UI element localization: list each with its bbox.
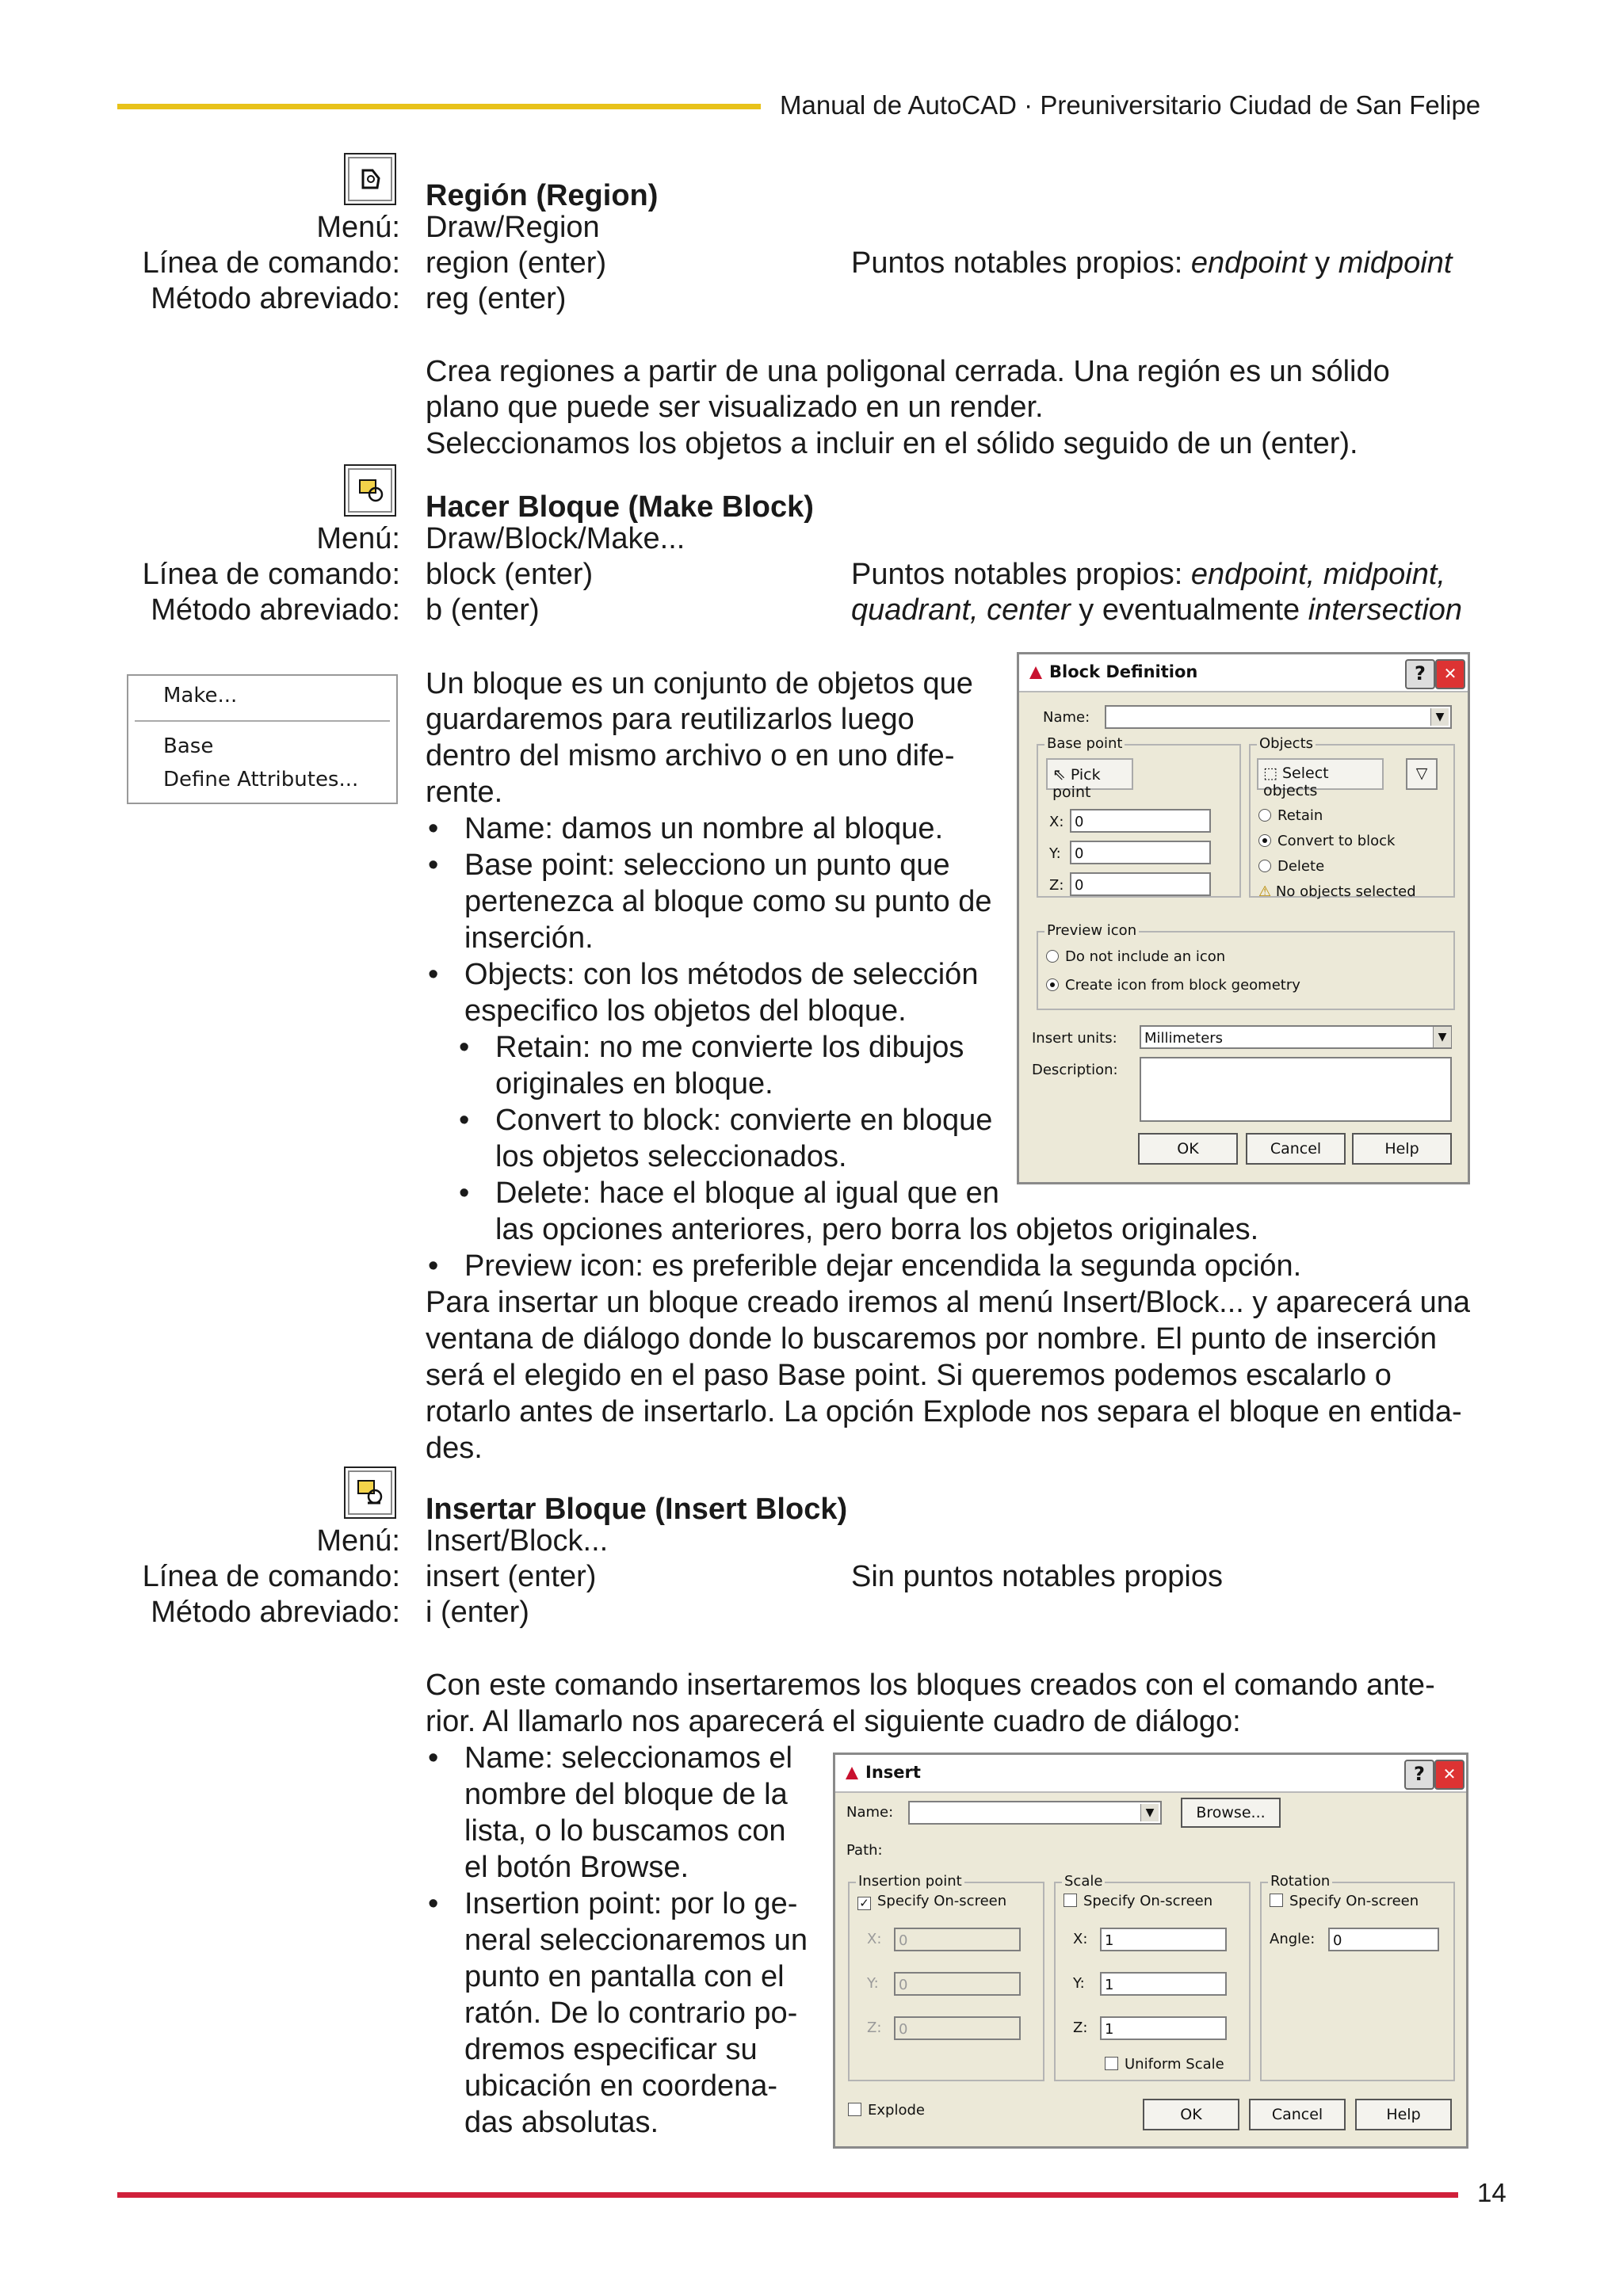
autocad-icon (843, 1764, 861, 1782)
chevron-down-icon[interactable]: ▼ (1430, 708, 1449, 726)
cursor-icon: ⇖ (1052, 765, 1066, 784)
cancel-button[interactable]: Cancel (1249, 2099, 1346, 2130)
bullet-delete: • Delete: hace el bloque al igual que en (495, 1175, 999, 1211)
scale-z-input[interactable]: 1 (1100, 2016, 1227, 2040)
close-button[interactable]: ✕ (1435, 659, 1465, 689)
header-rule (117, 104, 761, 109)
block-outro: Para insertar un bloque creado iremos al menú Insert/Block... y aparecerá una (426, 1286, 1471, 1319)
angle-label: Angle: (1270, 1931, 1316, 1947)
insert-desc: rior. Al llamarlo nos aparecerá el siguiente cuadro de diálogo: (426, 1705, 1241, 1738)
help-button[interactable]: Help (1352, 1133, 1452, 1165)
bullet-base-point: pertenezca al bloque como su punto de (464, 885, 992, 918)
scale-y-label: Y: (1073, 1975, 1085, 1992)
base-point-label: Base point (1044, 735, 1125, 752)
no-objects-status: ⚠ No objects selected (1258, 883, 1416, 900)
footer-rule (117, 2192, 1458, 2198)
insert-command-label: Línea de comando: (142, 1560, 400, 1593)
block-outro: rotarlo antes de insertarlo. La opción Explode nos separa el bloque en entida- (426, 1395, 1462, 1428)
region-desc: Seleccionamos los objetos a incluir en el sólido seguido de un (enter). (426, 427, 1358, 460)
rotation-label: Rotation (1268, 1873, 1332, 1890)
insert-menu: Insert/Block... (426, 1524, 609, 1558)
block-intro: dentro del mismo archivo o en uno dife- (426, 739, 955, 772)
convert-to-block-radio[interactable]: Convert to block (1258, 833, 1395, 849)
base-z-input[interactable]: 0 (1070, 872, 1211, 896)
block-outro: des. (426, 1432, 483, 1465)
block-command: block (enter) (426, 558, 594, 591)
y-label: Y: (1049, 845, 1061, 862)
block-intro: Un bloque es un conjunto de objetos que (426, 667, 973, 700)
region-menu-label: Menú: (316, 211, 400, 244)
block-title: Hacer Bloque (Make Block) (426, 490, 814, 524)
browse-button[interactable]: Browse... (1181, 1798, 1281, 1828)
block-menu-popup (127, 674, 398, 804)
scale-label: Scale (1062, 1873, 1105, 1890)
menu-separator (135, 720, 390, 722)
scale-specify-checkbox[interactable]: Specify On-screen (1064, 1893, 1212, 1909)
menu-item-make[interactable]: Make... (163, 684, 238, 707)
insert-snaps: Sin puntos notables propios (851, 1560, 1223, 1593)
bullet-base-point: inserción. (464, 921, 594, 955)
dialog-titlebar (1019, 654, 1468, 692)
region-shortcut: reg (enter) (426, 282, 567, 315)
region-snaps: Puntos notables propios: endpoint y midpoint (851, 246, 1453, 280)
bullet-insert-name: lista, o lo buscamos con (464, 1814, 786, 1848)
angle-input[interactable]: 0 (1328, 1928, 1439, 1951)
name-combobox[interactable] (1105, 705, 1452, 729)
ip-z-input[interactable]: 0 (894, 2016, 1021, 2040)
help-title-button[interactable]: ? (1404, 1760, 1434, 1790)
block-outro: ventana de diálogo donde lo buscaremos por nombre. El punto de inserción (426, 1322, 1437, 1356)
preview-icon-label: Preview icon (1044, 922, 1139, 939)
ip-x-label: X: (867, 1931, 882, 1947)
close-button[interactable]: ✕ (1434, 1760, 1465, 1790)
bullet-insertion-point: ratón. De lo contrario po- (464, 1997, 798, 2030)
block-intro: guardaremos para reutilizarlos luego (426, 703, 915, 736)
dialog-titlebar (835, 1755, 1466, 1793)
name-label: Name: (846, 1804, 894, 1821)
bullet-insert-name: el botón Browse. (464, 1851, 689, 1884)
x-label: X: (1049, 814, 1064, 830)
bullet-name: • Name: damos un nombre al bloque. (464, 810, 943, 847)
bullet-insertion-point: neral seleccionaremos un (464, 1924, 808, 1957)
insert-dialog (833, 1753, 1468, 2149)
scale-y-input[interactable]: 1 (1100, 1972, 1227, 1996)
block-outro: será el elegido en el paso Base point. Si queremos podemos escalarlo o (426, 1359, 1392, 1392)
rotation-group (1260, 1873, 1455, 2081)
scale-x-label: X: (1073, 1931, 1088, 1947)
insert-command: insert (enter) (426, 1560, 597, 1593)
bullet-insert-name: • Name: seleccionamos el (464, 1740, 792, 1776)
region-command-label: Línea de comando: (142, 246, 400, 280)
make-block-icon (344, 464, 396, 517)
block-intro: rente. (426, 776, 503, 809)
page-number: 14 (1477, 2178, 1507, 2207)
bullet-insert-name: nombre del bloque de la (464, 1778, 788, 1811)
insert-shortcut-label: Método abreviado: (151, 1596, 400, 1629)
bullet-insertion-point: ubicación en coordena- (464, 2069, 778, 2103)
dialog-title: Block Definition (1049, 662, 1198, 681)
ip-y-input[interactable]: 0 (894, 1972, 1021, 1996)
insert-desc: Con este comando insertaremos los bloques creados con el comando ante- (426, 1669, 1435, 1702)
block-snaps: quadrant, center y eventualmente intersection (851, 593, 1463, 627)
bullet-convert: los objetos seleccionados. (495, 1140, 847, 1173)
no-icon-radio[interactable]: Do not include an icon (1046, 948, 1225, 965)
bullet-delete: las opciones anteriores, pero borra los objetos originales. (495, 1213, 1259, 1246)
ok-button[interactable]: OK (1138, 1133, 1238, 1165)
create-icon-radio[interactable]: Create icon from block geometry (1046, 977, 1300, 994)
help-button[interactable]: Help (1355, 2099, 1452, 2130)
menu-item-define-attributes[interactable]: Define Attributes... (163, 768, 359, 791)
insert-units-select[interactable]: Millimeters (1140, 1025, 1452, 1049)
delete-radio[interactable]: Delete (1258, 858, 1324, 875)
block-command-label: Línea de comando: (142, 558, 400, 591)
description-label: Description: (1032, 1062, 1118, 1078)
ip-x-input[interactable]: 0 (894, 1928, 1021, 1951)
block-snaps: Puntos notables propios: endpoint, midpoint, (851, 558, 1445, 591)
warning-icon: ⚠ (1258, 883, 1272, 900)
pick-point-button[interactable]: ⇖ Pick point (1046, 758, 1133, 790)
bullet-insertion-point: punto en pantalla con el (464, 1960, 785, 1993)
bullet-base-point: • Base point: selecciono un punto que (464, 847, 950, 883)
description-textarea[interactable] (1140, 1057, 1452, 1122)
block-definition-dialog (1017, 652, 1470, 1184)
block-shortcut-label: Método abreviado: (151, 593, 400, 627)
bullet-retain: • Retain: no me convierte los dibujos (495, 1029, 964, 1066)
bullet-objects: especifico los objetos del bloque. (464, 994, 907, 1028)
bullet-preview: • Preview icon: es preferible dejar encendida la segunda opción. (464, 1248, 1301, 1284)
scale-z-label: Z: (1073, 2019, 1088, 2036)
rotation-specify-checkbox[interactable]: Specify On-screen (1270, 1893, 1419, 1909)
bullet-convert: • Convert to block: convierte en bloque (495, 1102, 992, 1138)
insertion-point-group (848, 1873, 1044, 2081)
preview-icon-group (1037, 922, 1455, 1010)
insert-title: Insertar Bloque (Insert Block) (426, 1493, 848, 1526)
uniform-scale-checkbox[interactable]: Uniform Scale (1105, 2056, 1224, 2073)
bullet-insertion-point: • Insertion point: por lo ge- (464, 1886, 797, 1922)
region-command: region (enter) (426, 246, 607, 280)
base-point-group (1037, 735, 1241, 898)
z-label: Z: (1049, 877, 1064, 894)
cancel-button[interactable]: Cancel (1246, 1133, 1346, 1165)
name-combobox[interactable] (908, 1801, 1162, 1825)
insert-menu-label: Menú: (316, 1524, 400, 1558)
explode-checkbox[interactable]: Explode (848, 2102, 925, 2119)
insertion-point-label: Insertion point (856, 1873, 964, 1890)
insert-block-icon (344, 1466, 396, 1519)
ip-z-label: Z: (867, 2019, 882, 2036)
bullet-insertion-point: das absolutas. (464, 2106, 659, 2139)
insert-units-label: Insert units: (1032, 1030, 1117, 1047)
ip-y-label: Y: (867, 1975, 879, 1992)
block-menu: Draw/Block/Make... (426, 522, 685, 555)
scale-group (1054, 1873, 1251, 2081)
region-icon (344, 153, 396, 205)
bullet-objects: • Objects: con los métodos de selección (464, 956, 978, 993)
select-objects-icon: ⬚ (1263, 765, 1277, 782)
block-shortcut: b (enter) (426, 593, 540, 627)
path-label: Path: (846, 1842, 883, 1859)
scale-x-input[interactable]: 1 (1100, 1928, 1227, 1951)
region-desc: Crea regiones a partir de una poligonal cerrada. Una región es un sólido (426, 355, 1390, 388)
objects-group (1249, 735, 1455, 900)
select-objects-button[interactable]: ⬚ Select objects (1257, 758, 1384, 790)
chevron-down-icon[interactable]: ▼ (1433, 1027, 1451, 1047)
block-menu-label: Menú: (316, 522, 400, 555)
name-label: Name: (1043, 709, 1090, 726)
help-title-button[interactable]: ? (1405, 659, 1435, 689)
insert-shortcut: i (enter) (426, 1596, 529, 1629)
filter-icon: ▽ (1415, 765, 1428, 782)
bullet-retain: originales en bloque. (495, 1067, 773, 1100)
bullet-insertion-point: dremos especificar su (464, 2033, 758, 2066)
region-desc: plano que puede ser visualizado en un render. (426, 391, 1044, 424)
retain-radio[interactable]: Retain (1258, 807, 1323, 824)
region-shortcut-label: Método abreviado: (151, 282, 400, 315)
base-y-input[interactable]: 0 (1070, 841, 1211, 864)
base-x-input[interactable]: 0 (1070, 809, 1211, 833)
autocad-icon (1027, 664, 1044, 681)
dialog-title: Insert (865, 1763, 921, 1782)
chevron-down-icon[interactable]: ▼ (1140, 1804, 1159, 1821)
region-menu: Draw/Region (426, 211, 600, 244)
menu-item-base[interactable]: Base (163, 734, 214, 758)
insertion-specify-checkbox[interactable]: ✓ Specify On-screen (857, 1893, 1006, 1910)
ok-button[interactable]: OK (1143, 2099, 1239, 2130)
objects-label: Objects (1257, 735, 1316, 752)
quick-select-button[interactable] (1406, 758, 1438, 790)
header-title: Manual de AutoCAD · Preuniversitario Ciudad de San Felipe (780, 90, 1481, 120)
region-title: Región (Region) (426, 179, 659, 212)
